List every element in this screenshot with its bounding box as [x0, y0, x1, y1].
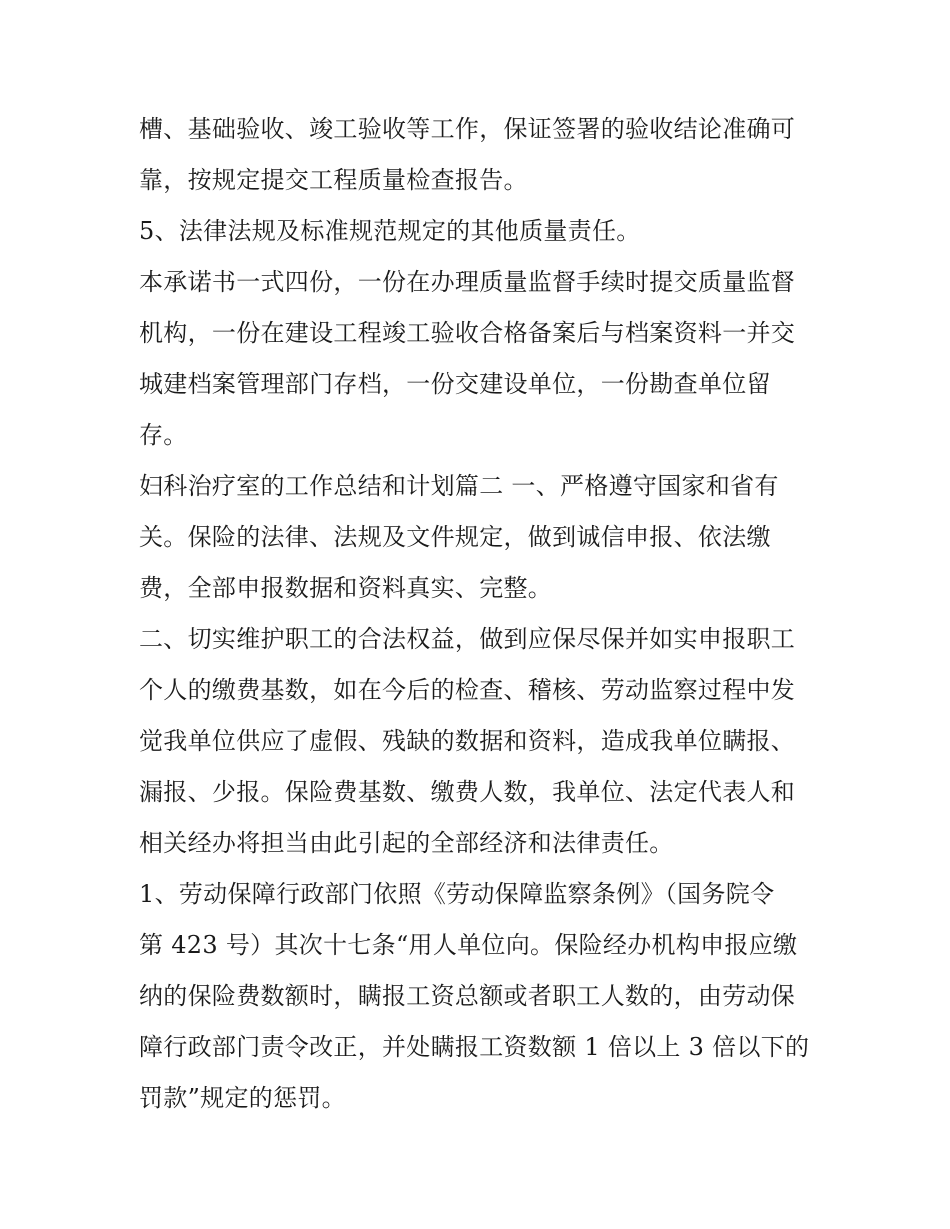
- text-line: 纳的保险费数额时，瞒报工资总额或者职工人数的，由劳动保: [139, 982, 796, 1010]
- text-line: 关。保险的法律、法规及文件规定，做到诚信申报、依法缴: [139, 523, 771, 551]
- text-line: 本承诺书一式四份，一份在办理质量监督手续时提交质量监督: [139, 268, 796, 296]
- text-line: 存。: [139, 421, 188, 449]
- text-line: 障行政部门责令改正，并处瞒报工资数额 1 倍以上 3 倍以下的: [139, 1033, 810, 1061]
- text-line: 槽、基础验收、竣工验收等工作，保证签署的验收结论准确可: [139, 115, 796, 143]
- text-line: 二、切实维护职工的合法权益，做到应保尽保并如实申报职工: [139, 625, 796, 653]
- text-line: 罚款”规定的惩罚。: [139, 1084, 346, 1112]
- text-line: 费，全部申报数据和资料真实、完整。: [139, 574, 553, 602]
- text-line: 靠，按规定提交工程质量检查报告。: [139, 166, 528, 194]
- text-line: 1、劳动保障行政部门依照《劳动保障监察条例》（国务院令: [139, 880, 775, 908]
- text-line: 城建档案管理部门存档，一份交建设单位，一份勘查单位留: [139, 370, 771, 398]
- document-body: [139, 104, 819, 1124]
- text-line: 相关经办将担当由此引起的全部经济和法律责任。: [139, 829, 674, 857]
- text-line: 个人的缴费基数，如在今后的检查、稽核、劳动监察过程中发: [139, 676, 796, 704]
- text-line: 5、法律法规及标准规范规定的其他质量责任。: [139, 217, 641, 245]
- text-line: 妇科治疗室的工作总结和计划篇二 一、严格遵守国家和省有: [139, 472, 779, 500]
- text-line: 机构，一份在建设工程竣工验收合格备案后与档案资料一并交: [139, 319, 796, 347]
- text-line: 第 423 号）其次十七条“用人单位向。保险经办机构申报应缴: [139, 931, 798, 959]
- text-line: 觉我单位供应了虚假、残缺的数据和资料，造成我单位瞒报、: [139, 727, 796, 755]
- text-line: 漏报、少报。保险费基数、缴费人数，我单位、法定代表人和: [139, 778, 796, 806]
